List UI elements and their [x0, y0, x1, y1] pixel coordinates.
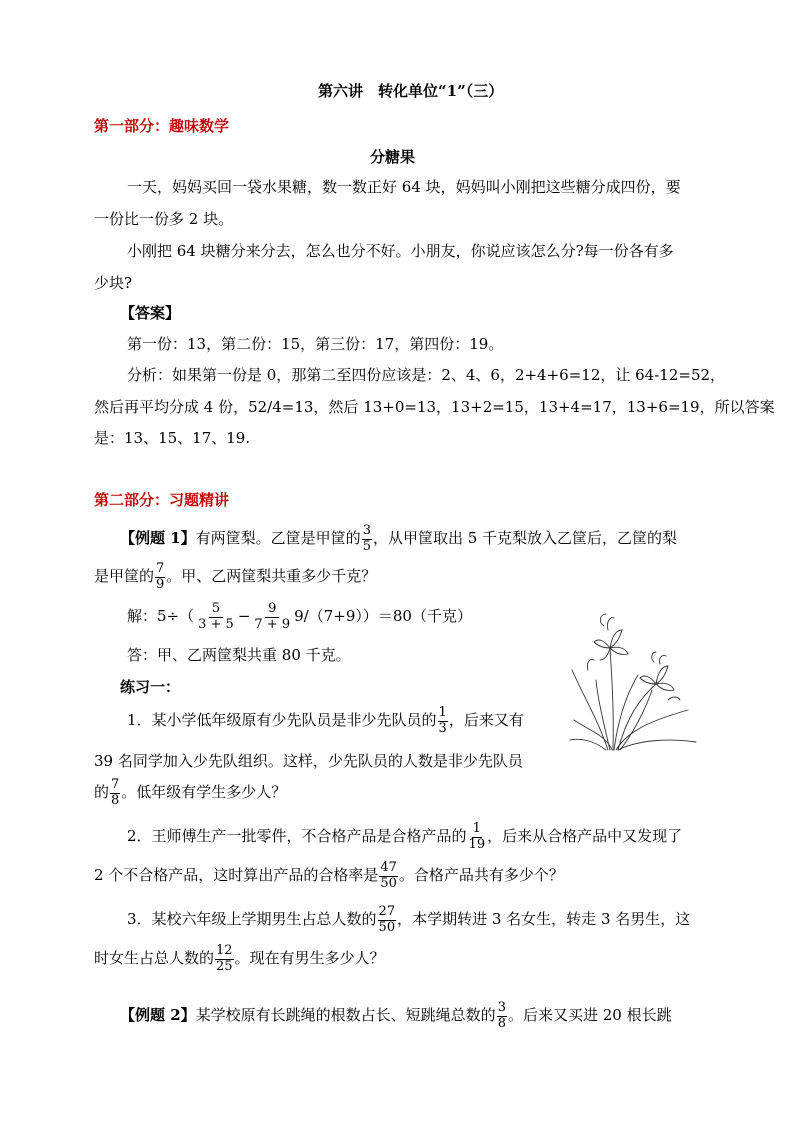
- fraction-5-over-3plus5: $\frac{5}{3 + 5}$: [198, 601, 234, 632]
- practice-1-line-1: [127, 700, 524, 740]
- practice-label: 练习一：: [120, 678, 181, 696]
- page-title: 第六讲 转化单位“1”（三）: [318, 82, 504, 100]
- fraction-7-9: $\frac{7}{9}$: [156, 561, 165, 592]
- practice-3-text-4: 。现在有男生多少人？: [234, 949, 385, 967]
- example-1-line-2: [94, 556, 376, 596]
- example-2-line-1: [120, 995, 672, 1035]
- practice-3-line-1: [127, 899, 690, 939]
- practice-3-text-3: 时女生占总人数的: [94, 949, 215, 967]
- practice-1-text-2: ，后来又有: [448, 711, 524, 729]
- fraction-9-over-7plus9: $\frac{9}{7 + 9}$: [254, 601, 291, 632]
- practice-1-line-2: 39 名同学加入少先队组织。这样，少先队员的人数是非少先队员: [94, 752, 523, 770]
- analysis-line-2: 然后再平均分成 4 份，52/4=13，然后 13+0=13，13+2=15，13+4=17，13+6=19，所以答案: [94, 398, 775, 416]
- example-1-text-2: ，从甲筐取出 5 千克梨放入乙筐后，乙筐的梨: [372, 529, 678, 547]
- example-2-text: 某学校原有长跳绳的根数占长、短跳绳总数的: [195, 1006, 496, 1024]
- practice-3-line-2: [94, 938, 385, 978]
- fraction-47-50: $\frac{47}{50}$: [380, 860, 397, 891]
- example-1-line-1: [120, 518, 677, 558]
- section-heading-exercises: 第二部分：习题精讲: [94, 491, 230, 509]
- practice-2-text-4: 。合格产品共有多少个？: [398, 866, 564, 884]
- story-line-1: 一天，妈妈买回一袋水果糖，数一数正好 64 块，妈妈叫小刚把这些糖分成四份，要: [127, 178, 681, 196]
- analysis-line-1: 分析：如果第一份是 0，那第二至四份应该是：2、4、6，2+4+6=12，让 64-12=52，: [127, 366, 726, 384]
- practice-1-text-5: 。低年级有学生多少人？: [121, 783, 287, 801]
- practice-2-text: 2．王师傅生产一批零件，不合格产品是合格产品的: [127, 827, 467, 845]
- fraction-3-8: $\frac{3}{8}$: [497, 1000, 506, 1031]
- orchid-illustration: [568, 600, 700, 758]
- fraction-3-5: $\frac{3}{5}$: [362, 523, 371, 554]
- fraction-7-8: $\frac{7}{8}$: [111, 777, 120, 808]
- story-title: 分糖果: [370, 148, 416, 166]
- fraction-1-3: $\frac{1}{3}$: [438, 705, 447, 736]
- example-1-text-3: 是甲筐的: [94, 567, 155, 585]
- example-1-text: 有两筐梨。乙筐是甲筐的: [195, 529, 361, 547]
- practice-2-text-2: ，后来从合格产品中又发现了: [487, 827, 683, 845]
- story-line-4: 少块?: [94, 274, 133, 292]
- section-heading-fun-math: 第一部分：趣味数学: [94, 117, 230, 135]
- practice-1-text: 1．某小学低年级原有少先队员是非少先队员的: [127, 711, 437, 729]
- answer-label: 【答案】: [120, 304, 181, 322]
- fraction-12-25: $\frac{12}{25}$: [216, 943, 233, 974]
- story-line-3: 小刚把 64 块糖分来分去，怎么也分不好。小朋友，你说应该怎么分?每一份各有多: [127, 242, 674, 260]
- example-1-text-4: 。甲、乙两筐梨共重多少千克？: [166, 567, 377, 585]
- practice-3-text: 3．某校六年级上学期男生占总人数的: [127, 910, 377, 928]
- practice-2-text-3: 2 个不合格产品，这时算出产品的合格率是: [94, 866, 379, 884]
- fraction-1-19: $\frac{1}{19}$: [468, 821, 486, 852]
- solution-line: [127, 596, 472, 636]
- practice-1-text-4: 的: [94, 783, 110, 801]
- story-line-2: 一份比一份多 2 块。: [94, 210, 234, 228]
- example-2-text-2: 。后来又买进 20 根长跳: [507, 1006, 672, 1024]
- analysis-line-3: 是：13、15、17、19.: [94, 429, 251, 447]
- example-1-label: 【例题 1】: [120, 529, 196, 547]
- answer-text: 第一份：13，第二份：15，第三份：17，第四份：19。: [127, 335, 504, 353]
- solution-text: 解：5÷（: [127, 607, 195, 625]
- example-2-label: 【例题 2】: [120, 1006, 196, 1024]
- solution-text-2: 9/（7+9））＝80（千克）: [294, 607, 472, 625]
- fraction-27-50: $\frac{27}{50}$: [378, 904, 396, 935]
- practice-1-line-3: [94, 772, 286, 812]
- practice-2-line-1: [127, 816, 682, 856]
- practice-3-text-2: ，本学期转进 3 名女生，转走 3 名男生，这: [397, 910, 691, 928]
- answer-example-1: 答：甲、乙两筐梨共重 80 千克。: [127, 646, 351, 664]
- minus-sign: −: [237, 607, 251, 625]
- practice-2-line-2: [94, 855, 564, 895]
